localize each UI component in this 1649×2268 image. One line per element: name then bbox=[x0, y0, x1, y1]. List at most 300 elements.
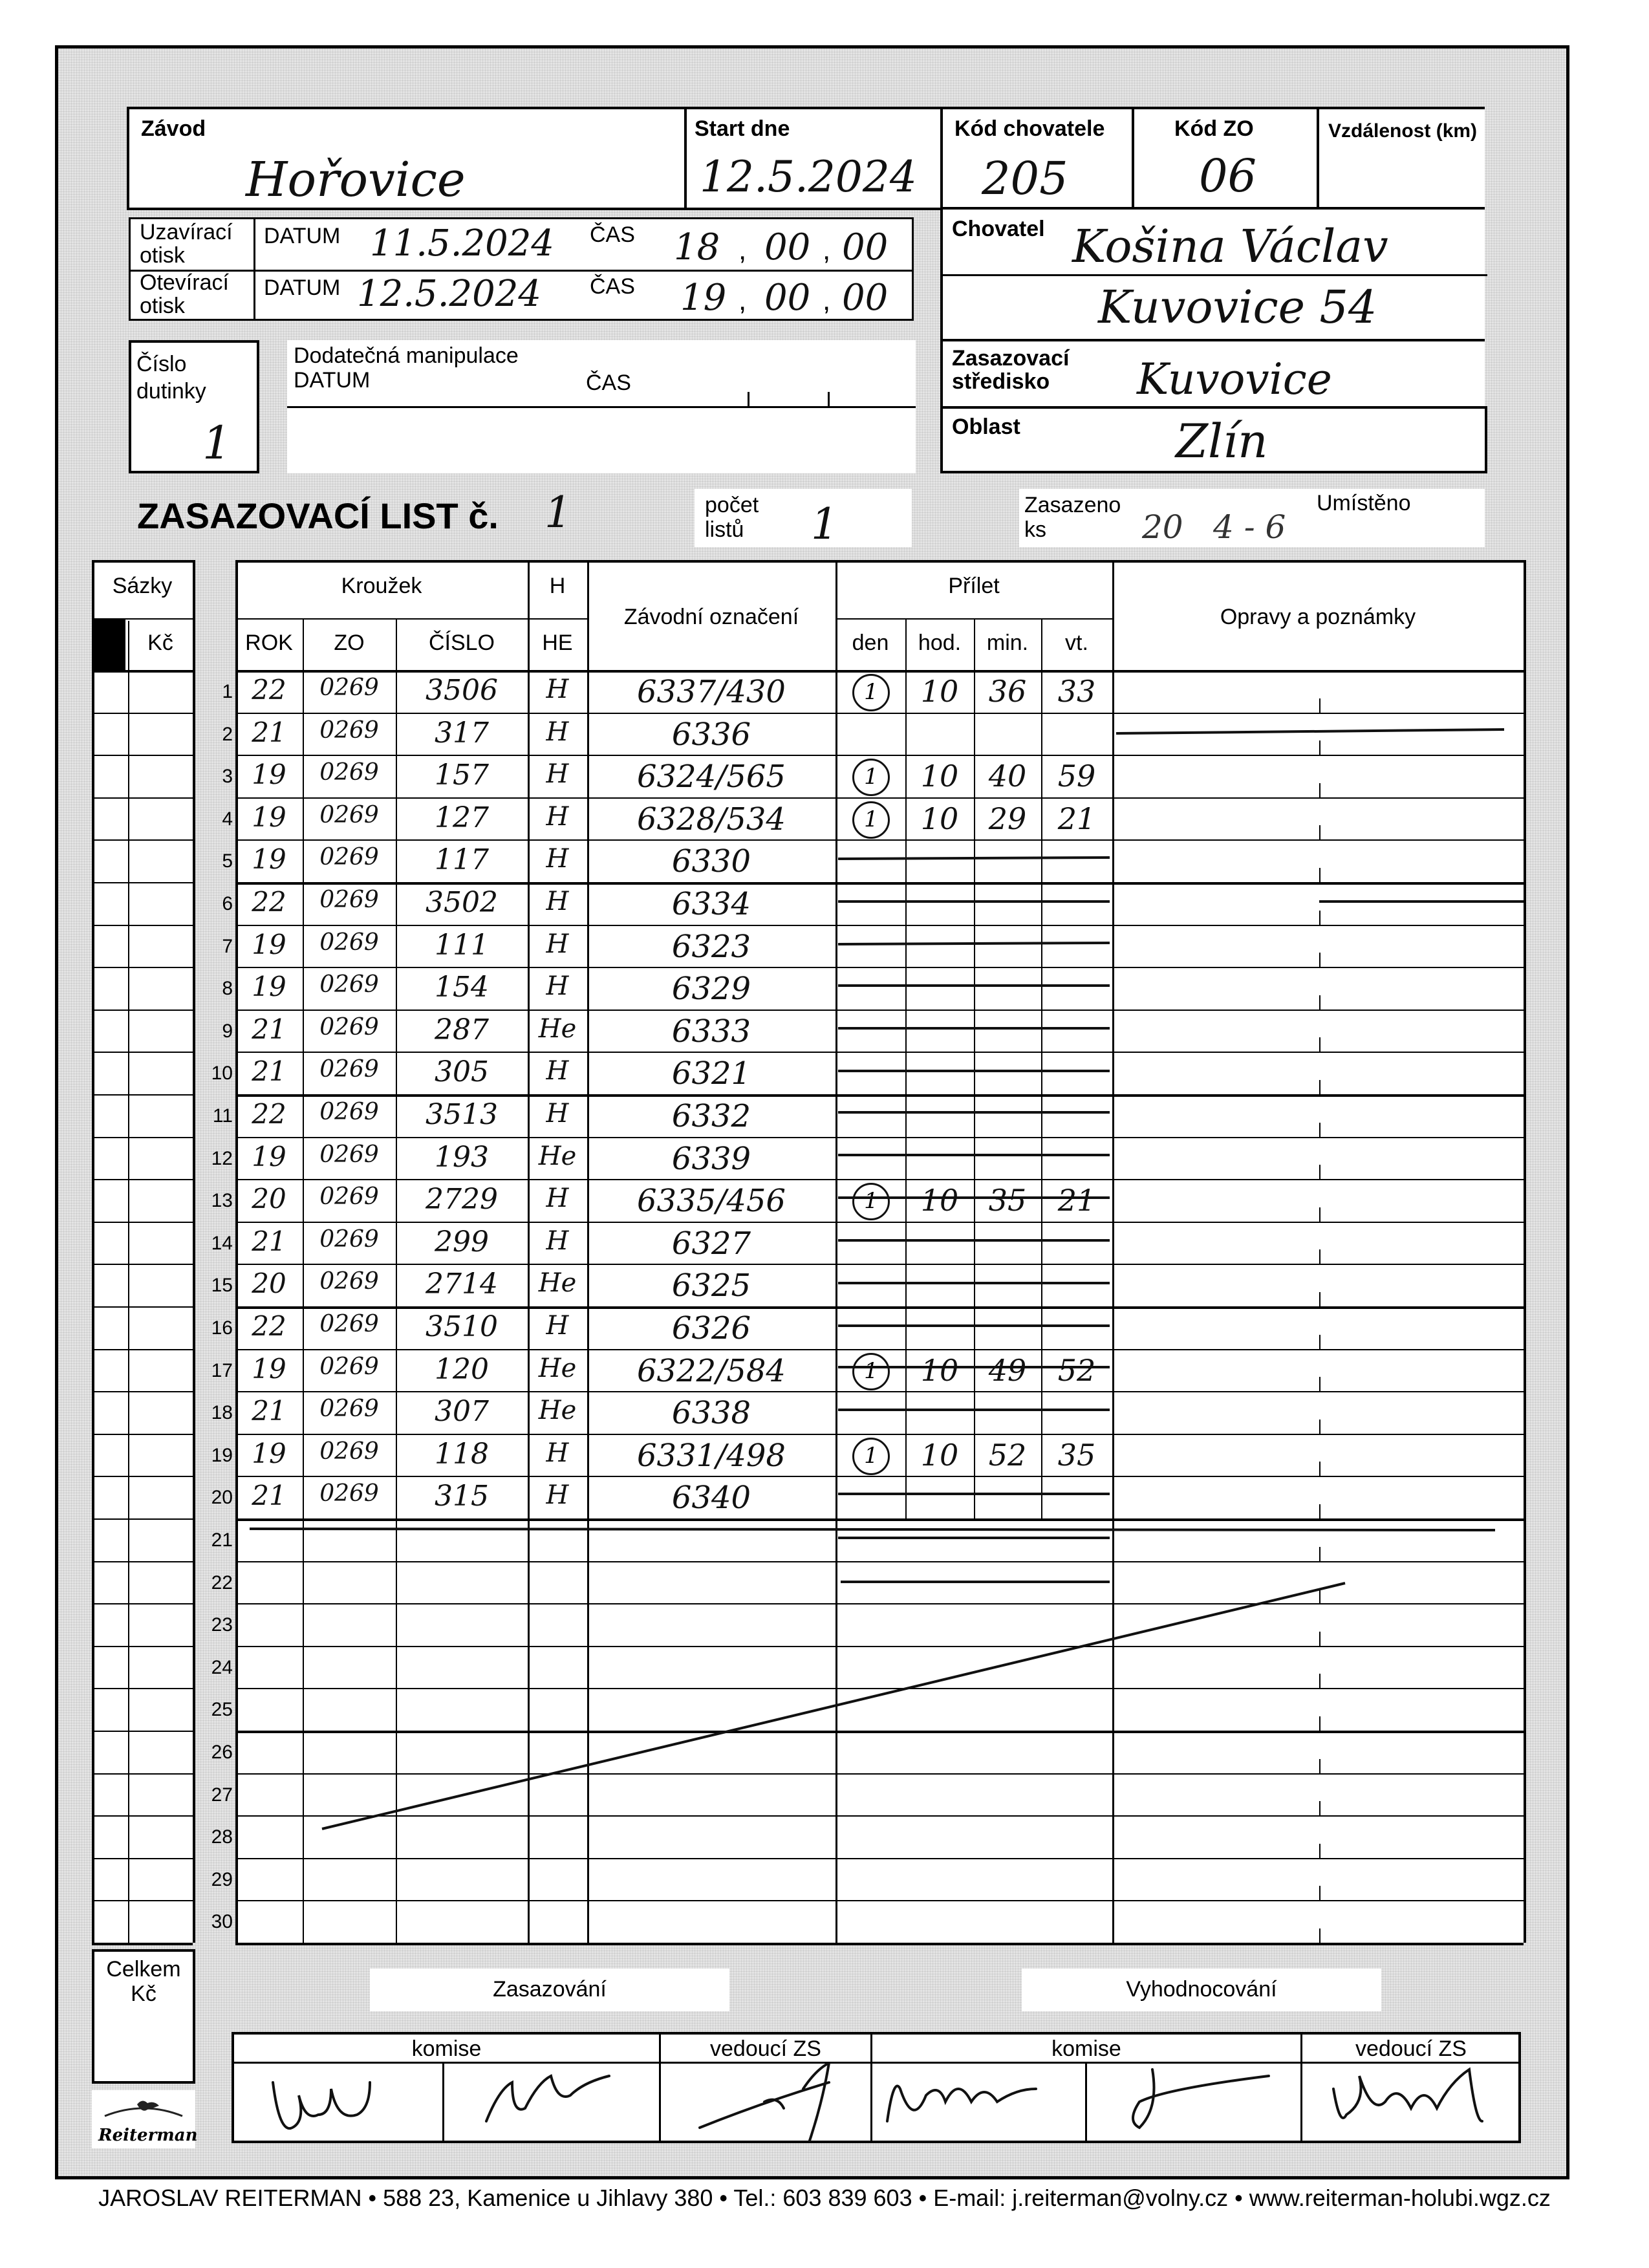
ot-datum-value[interactable]: 12.5.2024 bbox=[357, 273, 542, 315]
row-cislo[interactable]: 111 bbox=[435, 928, 489, 962]
row-oznaceni[interactable]: 6334 bbox=[671, 886, 751, 922]
row-zo[interactable]: 0269 bbox=[319, 1480, 379, 1507]
row-hod[interactable]: 10 bbox=[920, 1183, 959, 1218]
row-cislo[interactable]: 3506 bbox=[426, 674, 498, 707]
table-hline bbox=[92, 839, 193, 841]
row-h[interactable]: H bbox=[546, 801, 569, 832]
row-rok[interactable]: 21 bbox=[252, 1013, 286, 1045]
table-hline bbox=[92, 925, 193, 926]
row-h[interactable]: He bbox=[538, 1353, 577, 1383]
row-rok[interactable]: 22 bbox=[252, 674, 286, 706]
pocet-label: počet listů bbox=[705, 493, 759, 542]
table-vline bbox=[1319, 1037, 1320, 1052]
vzdalenost-label: Vzdálenost (km) bbox=[1328, 120, 1478, 142]
reiterman-logo bbox=[92, 2090, 198, 2148]
row-zo[interactable]: 0269 bbox=[319, 717, 379, 744]
umisteno-label: Umístěno bbox=[1317, 491, 1411, 515]
row-number: 15 bbox=[211, 1275, 233, 1297]
row-cislo[interactable]: 3510 bbox=[426, 1310, 498, 1343]
zavod-value[interactable]: Hořovice bbox=[246, 152, 466, 208]
table-hline bbox=[235, 713, 1524, 714]
row-h[interactable]: H bbox=[546, 717, 569, 747]
list-number[interactable]: 1 bbox=[544, 488, 572, 537]
row-cislo[interactable]: 3502 bbox=[426, 886, 498, 919]
footer: JAROSLAV REITERMAN • 588 23, Kamenice u Jihlavy 380 • Tel.: 603 839 603 • E-mail: j.reiterman@volny.cz • www.reiterman-holubi.wgz.cz bbox=[98, 2185, 1551, 2211]
table-hline bbox=[235, 1434, 1524, 1435]
table-hline bbox=[235, 1137, 1524, 1138]
chovatel-name[interactable]: Košina Václav bbox=[1072, 220, 1388, 273]
kod-chovatele-value[interactable]: 205 bbox=[982, 152, 1068, 205]
table-vline bbox=[1319, 1080, 1320, 1094]
kod-zo-label: Kód ZO bbox=[1174, 116, 1254, 141]
table-vline bbox=[1319, 1886, 1320, 1900]
row-number: 18 bbox=[211, 1402, 233, 1424]
row-h[interactable]: H bbox=[546, 1056, 569, 1086]
table-hline bbox=[235, 1264, 1524, 1265]
row-cislo[interactable]: 3513 bbox=[426, 1098, 498, 1131]
row-zo[interactable]: 0269 bbox=[319, 844, 379, 871]
row-cislo[interactable]: 154 bbox=[435, 971, 489, 1004]
row-oznaceni[interactable]: 6331/498 bbox=[637, 1437, 786, 1474]
row-min[interactable]: 29 bbox=[988, 801, 1027, 836]
row-number: 3 bbox=[222, 766, 233, 788]
h-header: H bbox=[549, 574, 566, 598]
celkem-box bbox=[92, 1949, 195, 2084]
row-oznaceni[interactable]: 6339 bbox=[671, 1140, 751, 1177]
pocet-value[interactable]: 1 bbox=[811, 499, 838, 549]
komise-label-2: komise bbox=[1051, 2036, 1121, 2061]
row-rok[interactable]: 19 bbox=[252, 971, 286, 1003]
vyhodnocovani-box bbox=[1022, 1969, 1381, 2011]
row-number: 4 bbox=[222, 808, 233, 830]
row-den[interactable] bbox=[852, 674, 890, 711]
row-rok[interactable]: 19 bbox=[252, 801, 286, 833]
he-header: HE bbox=[542, 631, 573, 655]
signature-5 bbox=[1133, 2069, 1269, 2128]
row-zo[interactable]: 0269 bbox=[319, 1141, 379, 1168]
row-number: 17 bbox=[211, 1359, 233, 1381]
row-rok[interactable]: 21 bbox=[252, 716, 286, 748]
table-hline bbox=[92, 1306, 193, 1308]
signature-3 bbox=[700, 2063, 829, 2141]
kc-header: Kč bbox=[147, 631, 173, 655]
table-vline bbox=[1319, 1249, 1320, 1264]
row-number: 28 bbox=[211, 1826, 233, 1848]
row-zo[interactable]: 0269 bbox=[319, 1226, 379, 1253]
row-cislo[interactable]: 307 bbox=[435, 1395, 489, 1429]
row-oznaceni[interactable]: 6327 bbox=[671, 1225, 751, 1262]
table-vline bbox=[1319, 1207, 1320, 1222]
row-h[interactable]: H bbox=[546, 844, 569, 874]
row-rok[interactable]: 21 bbox=[252, 1480, 286, 1512]
table-vline bbox=[1319, 1844, 1320, 1858]
table-hline bbox=[92, 797, 193, 799]
uz-datum-label: DATUM bbox=[264, 224, 341, 248]
table-vline bbox=[1319, 1547, 1320, 1561]
row-rok[interactable]: 19 bbox=[252, 759, 286, 791]
ot-cas-h[interactable]: 19 bbox=[680, 277, 727, 319]
table-hline bbox=[235, 1476, 1524, 1477]
table-vline bbox=[1319, 1462, 1320, 1476]
row-cislo[interactable]: 315 bbox=[435, 1480, 489, 1513]
table-vline bbox=[1319, 1632, 1320, 1646]
table-vline bbox=[1319, 868, 1320, 882]
table-hline bbox=[92, 1518, 193, 1520]
row-cislo[interactable]: 305 bbox=[435, 1055, 489, 1089]
row-cislo[interactable]: 193 bbox=[435, 1140, 489, 1174]
chovatel-address[interactable]: Kuvovice 54 bbox=[1098, 281, 1377, 334]
row-number: 6 bbox=[222, 893, 233, 914]
row-h[interactable]: He bbox=[538, 1396, 577, 1426]
row-oznaceni[interactable]: 6336 bbox=[671, 716, 751, 753]
table-hline bbox=[235, 1518, 1524, 1521]
uzaviraci-label: Uzavírací otisk bbox=[140, 220, 233, 268]
ot-datum-label: DATUM bbox=[264, 275, 341, 300]
row-h[interactable]: H bbox=[546, 1480, 569, 1511]
dutinka-label: Číslo dutinky bbox=[136, 352, 206, 404]
vedouci-label-1: vedoucí ZS bbox=[710, 2036, 821, 2061]
header-black-block bbox=[92, 618, 125, 670]
row-oznaceni[interactable]: 6321 bbox=[671, 1055, 751, 1092]
zavod-label: Závod bbox=[141, 116, 206, 141]
table-vline bbox=[128, 621, 129, 1943]
row-oznaceni[interactable]: 6333 bbox=[671, 1013, 751, 1050]
table-hline bbox=[235, 1391, 1524, 1392]
row-zo[interactable]: 0269 bbox=[319, 1311, 379, 1337]
row-h[interactable]: H bbox=[546, 1438, 569, 1468]
celkem-label: Celkem Kč bbox=[106, 1957, 181, 2006]
row-h[interactable]: He bbox=[538, 1268, 577, 1299]
opravy-header: Opravy a poznámky bbox=[1220, 605, 1416, 629]
table-hline bbox=[235, 882, 1524, 885]
row-rok[interactable]: 21 bbox=[252, 1395, 286, 1427]
row-rok[interactable]: 22 bbox=[252, 1310, 286, 1342]
row-number: 23 bbox=[211, 1614, 233, 1636]
row-rok[interactable]: 19 bbox=[252, 928, 286, 960]
row-oznaceni[interactable]: 6322/584 bbox=[637, 1352, 786, 1389]
row-rok[interactable]: 22 bbox=[252, 886, 286, 918]
signatures-drawing bbox=[234, 2063, 1520, 2142]
ot-cas-s[interactable]: 00 bbox=[842, 277, 889, 319]
table-hline bbox=[235, 1943, 1524, 1944]
row-zo[interactable]: 0269 bbox=[319, 1438, 379, 1465]
row-number: 25 bbox=[211, 1699, 233, 1721]
row-number: 5 bbox=[222, 850, 233, 872]
table-hline bbox=[235, 1094, 1524, 1097]
table-hline bbox=[92, 1179, 193, 1180]
row-cislo[interactable]: 317 bbox=[435, 716, 489, 750]
table-hline bbox=[235, 1561, 1524, 1562]
row-h[interactable]: He bbox=[538, 1013, 577, 1044]
row-cislo[interactable]: 299 bbox=[435, 1225, 489, 1258]
table-hline bbox=[835, 618, 1112, 620]
row-number: 12 bbox=[211, 1147, 233, 1169]
sazky-header: Sázky bbox=[112, 574, 173, 598]
table-vline bbox=[1319, 1759, 1320, 1773]
zo-header: ZO bbox=[334, 631, 365, 655]
row-hod[interactable]: 10 bbox=[920, 1437, 959, 1473]
row-number: 26 bbox=[211, 1742, 233, 1763]
krouzek-header: Kroužek bbox=[341, 574, 422, 598]
row-number: 29 bbox=[211, 1868, 233, 1890]
row-rok[interactable]: 22 bbox=[252, 1098, 286, 1130]
row-den-circle: 1 bbox=[852, 1438, 890, 1475]
row-rok[interactable]: 19 bbox=[252, 1140, 286, 1172]
uz-cas-m[interactable]: 00 bbox=[764, 226, 811, 268]
row-h[interactable]: H bbox=[546, 1099, 569, 1129]
row-zo[interactable]: 0269 bbox=[319, 1268, 379, 1295]
uz-cas-h[interactable]: 18 bbox=[674, 226, 720, 268]
table-hline bbox=[235, 1815, 1524, 1817]
ot-cas-m[interactable]: 00 bbox=[764, 277, 811, 319]
row-cislo[interactable]: 118 bbox=[435, 1437, 489, 1471]
row-cislo[interactable]: 157 bbox=[435, 759, 489, 792]
row-rok[interactable]: 20 bbox=[252, 1183, 286, 1215]
row-zo[interactable]: 0269 bbox=[319, 971, 379, 999]
table-hline bbox=[92, 1603, 193, 1604]
table-hline bbox=[92, 560, 193, 563]
table-hline bbox=[235, 797, 1524, 799]
chovatel-label: Chovatel bbox=[952, 217, 1045, 241]
row-rok[interactable]: 19 bbox=[252, 1437, 286, 1469]
row-h[interactable]: H bbox=[546, 1226, 569, 1256]
table-vline bbox=[1319, 1292, 1320, 1306]
table-vline bbox=[1319, 1420, 1320, 1434]
row-h[interactable]: H bbox=[546, 675, 569, 704]
row-h[interactable]: H bbox=[546, 1183, 569, 1214]
row-zo[interactable]: 0269 bbox=[319, 1353, 379, 1380]
table-hline bbox=[235, 925, 1524, 926]
row-oznaceni[interactable]: 6330 bbox=[671, 843, 751, 880]
row-den-circle: 1 bbox=[852, 1353, 890, 1390]
row-hod[interactable]: 10 bbox=[920, 1352, 959, 1388]
row-zo[interactable]: 0269 bbox=[319, 887, 379, 913]
row-vt[interactable]: 33 bbox=[1057, 674, 1096, 709]
uz-cas-sep1: , bbox=[738, 234, 747, 266]
row-min[interactable]: 52 bbox=[988, 1437, 1027, 1473]
table-vline bbox=[1319, 1589, 1320, 1603]
table-hline bbox=[235, 1731, 1524, 1733]
row-vt[interactable]: 59 bbox=[1057, 759, 1096, 794]
row-h[interactable]: H bbox=[546, 887, 569, 916]
row-cislo[interactable]: 2714 bbox=[426, 1268, 498, 1301]
row-zo[interactable]: 0269 bbox=[319, 1396, 379, 1423]
row-cislo[interactable]: 117 bbox=[435, 843, 489, 877]
uz-cas-sep2: , bbox=[823, 234, 831, 266]
row-oznaceni[interactable]: 6328/534 bbox=[637, 801, 786, 837]
table-hline bbox=[92, 1858, 193, 1859]
prilet-header: Přílet bbox=[948, 574, 1000, 598]
table-hline bbox=[92, 1264, 193, 1265]
oblast-value[interactable]: Zlín bbox=[1176, 414, 1268, 468]
stredisko-label: Zasazovací středisko bbox=[952, 346, 1070, 394]
row-hod[interactable]: 10 bbox=[920, 759, 959, 794]
row-number: 10 bbox=[211, 1063, 233, 1085]
dutinka-value[interactable]: 1 bbox=[202, 416, 232, 470]
row-cislo[interactable]: 2729 bbox=[426, 1183, 498, 1216]
table-hline bbox=[235, 1688, 1524, 1689]
manipulace-cas-label: ČAS bbox=[586, 371, 631, 395]
vt-header: vt. bbox=[1065, 631, 1088, 655]
row-number: 20 bbox=[211, 1487, 233, 1509]
table-hline bbox=[235, 1773, 1524, 1775]
row-den[interactable] bbox=[852, 1438, 890, 1475]
row-rok[interactable]: 20 bbox=[252, 1268, 286, 1300]
table-hline bbox=[92, 1349, 193, 1350]
row-oznaceni[interactable]: 6337/430 bbox=[637, 674, 786, 710]
table-hline bbox=[235, 1900, 1524, 1901]
table-vline bbox=[1319, 825, 1320, 839]
row-number: 13 bbox=[211, 1190, 233, 1212]
row-min[interactable]: 49 bbox=[988, 1352, 1027, 1388]
table-hline bbox=[235, 670, 1524, 673]
umisteno-value[interactable]: 4 - 6 bbox=[1213, 508, 1286, 546]
row-rok[interactable]: 19 bbox=[252, 843, 286, 876]
table-hline bbox=[92, 1434, 193, 1435]
row-h[interactable]: He bbox=[538, 1141, 577, 1171]
table-vline bbox=[92, 560, 94, 1943]
table-hline bbox=[92, 670, 193, 673]
row-cislo[interactable]: 120 bbox=[435, 1352, 489, 1386]
row-oznaceni[interactable]: 6324/565 bbox=[637, 759, 786, 795]
table-vline bbox=[1524, 560, 1526, 1943]
den-header: den bbox=[852, 631, 889, 655]
table-hline bbox=[92, 1561, 193, 1562]
row-oznaceni[interactable]: 6335/456 bbox=[637, 1183, 786, 1220]
table-vline bbox=[1319, 1928, 1320, 1943]
kod-zo-value[interactable]: 06 bbox=[1199, 149, 1257, 202]
row-number: 27 bbox=[211, 1784, 233, 1806]
stredisko-value[interactable]: Kuvovice bbox=[1137, 354, 1332, 404]
cislo-header: ČÍSLO bbox=[428, 631, 495, 655]
table-vline bbox=[1319, 1377, 1320, 1391]
row-h[interactable]: H bbox=[546, 1311, 569, 1341]
rok-header: ROK bbox=[245, 631, 293, 655]
row-zo[interactable]: 0269 bbox=[319, 1013, 379, 1041]
oblast-label: Oblast bbox=[952, 415, 1020, 439]
table-vline bbox=[1319, 740, 1320, 755]
row-oznaceni[interactable]: 6332 bbox=[671, 1098, 751, 1134]
row-oznaceni[interactable]: 6340 bbox=[671, 1480, 751, 1517]
table-hline bbox=[528, 618, 587, 620]
table-vline bbox=[1319, 783, 1320, 797]
row-number: 19 bbox=[211, 1444, 233, 1466]
hod-header: hod. bbox=[918, 631, 962, 655]
table-hline bbox=[92, 1094, 193, 1096]
row-min[interactable]: 40 bbox=[988, 759, 1027, 794]
row-h[interactable]: H bbox=[546, 971, 569, 1002]
table-vline bbox=[1319, 1165, 1320, 1179]
row-den[interactable] bbox=[852, 759, 890, 796]
signature-box bbox=[232, 2032, 1521, 2143]
row-oznaceni[interactable]: 6323 bbox=[671, 928, 751, 965]
table-vline bbox=[1319, 698, 1320, 713]
row-den-circle: 1 bbox=[852, 674, 890, 711]
row-min[interactable]: 35 bbox=[988, 1183, 1027, 1218]
table-hline bbox=[92, 1815, 193, 1817]
table-hline bbox=[235, 1646, 1524, 1647]
table-hline bbox=[235, 1052, 1524, 1053]
row-vt[interactable]: 21 bbox=[1057, 1183, 1096, 1218]
zasazeno-value[interactable]: 20 bbox=[1142, 508, 1183, 546]
zasazovani-label: Zasazování bbox=[493, 1977, 607, 2002]
row-rok[interactable]: 21 bbox=[252, 1055, 286, 1088]
table-hline bbox=[92, 1688, 193, 1689]
table-hline bbox=[235, 1010, 1524, 1011]
row-rok[interactable]: 21 bbox=[252, 1225, 286, 1257]
row-oznaceni[interactable]: 6326 bbox=[671, 1310, 751, 1346]
row-den[interactable] bbox=[852, 801, 890, 839]
table-hline bbox=[235, 755, 1524, 756]
logo-text: Reiterman bbox=[98, 2126, 198, 2145]
table-vline bbox=[1319, 1123, 1320, 1137]
row-hod[interactable]: 10 bbox=[920, 674, 959, 709]
row-h[interactable]: H bbox=[546, 759, 569, 790]
row-zo[interactable]: 0269 bbox=[319, 1099, 379, 1125]
row-zo[interactable]: 0269 bbox=[319, 1183, 379, 1211]
row-rok[interactable]: 19 bbox=[252, 1352, 286, 1385]
uz-datum-value[interactable]: 11.5.2024 bbox=[370, 222, 555, 265]
table-vline bbox=[1319, 1716, 1320, 1731]
table-hline bbox=[92, 1052, 193, 1053]
row-den[interactable] bbox=[852, 1353, 890, 1390]
row-den[interactable] bbox=[852, 1183, 890, 1220]
zasazovani-box bbox=[370, 1969, 729, 2011]
oznaceni-header: Závodní označení bbox=[623, 605, 799, 629]
row-number: 11 bbox=[212, 1105, 233, 1127]
row-number: 7 bbox=[222, 935, 233, 957]
row-number: 8 bbox=[222, 978, 233, 1000]
table-hline bbox=[235, 1349, 1524, 1350]
row-cislo[interactable]: 287 bbox=[435, 1013, 489, 1046]
row-zo[interactable]: 0269 bbox=[319, 759, 379, 786]
row-oznaceni[interactable]: 6325 bbox=[671, 1268, 751, 1304]
row-vt[interactable]: 52 bbox=[1057, 1352, 1096, 1388]
ot-cas-sep1: , bbox=[738, 285, 747, 316]
row-zo[interactable]: 0269 bbox=[319, 1056, 379, 1083]
sazky-column bbox=[92, 560, 193, 1943]
row-zo[interactable]: 0269 bbox=[319, 929, 379, 956]
row-cislo[interactable]: 127 bbox=[435, 801, 489, 834]
row-vt[interactable]: 21 bbox=[1057, 801, 1096, 836]
table-hline bbox=[92, 1476, 193, 1477]
row-h[interactable]: H bbox=[546, 929, 569, 959]
table-vline bbox=[1319, 1674, 1320, 1688]
row-oznaceni[interactable]: 6329 bbox=[671, 971, 751, 1008]
row-oznaceni[interactable]: 6338 bbox=[671, 1395, 751, 1432]
row-number: 2 bbox=[222, 723, 233, 745]
manipulace-datum-label: DATUM bbox=[294, 368, 371, 393]
row-min[interactable]: 36 bbox=[988, 674, 1027, 709]
table-vline bbox=[1319, 1801, 1320, 1815]
table-hline bbox=[92, 1137, 193, 1138]
table-vline bbox=[1319, 995, 1320, 1010]
kod-chovatele-label: Kód chovatele bbox=[954, 116, 1105, 141]
table-hline bbox=[92, 1646, 193, 1647]
table-hline bbox=[92, 1731, 193, 1732]
row-hod[interactable]: 10 bbox=[920, 801, 959, 836]
table-vline bbox=[835, 560, 837, 1943]
start-value[interactable]: 12.5.2024 bbox=[700, 152, 917, 202]
table-hline bbox=[92, 1010, 193, 1011]
row-den-circle: 1 bbox=[852, 801, 890, 839]
table-hline bbox=[235, 618, 528, 620]
row-zo[interactable]: 0269 bbox=[319, 801, 379, 828]
uz-cas-s[interactable]: 00 bbox=[842, 226, 889, 268]
row-vt[interactable]: 35 bbox=[1057, 1437, 1096, 1473]
list-title: ZASAZOVACÍ LIST č. bbox=[137, 495, 499, 536]
row-zo[interactable]: 0269 bbox=[319, 675, 379, 701]
